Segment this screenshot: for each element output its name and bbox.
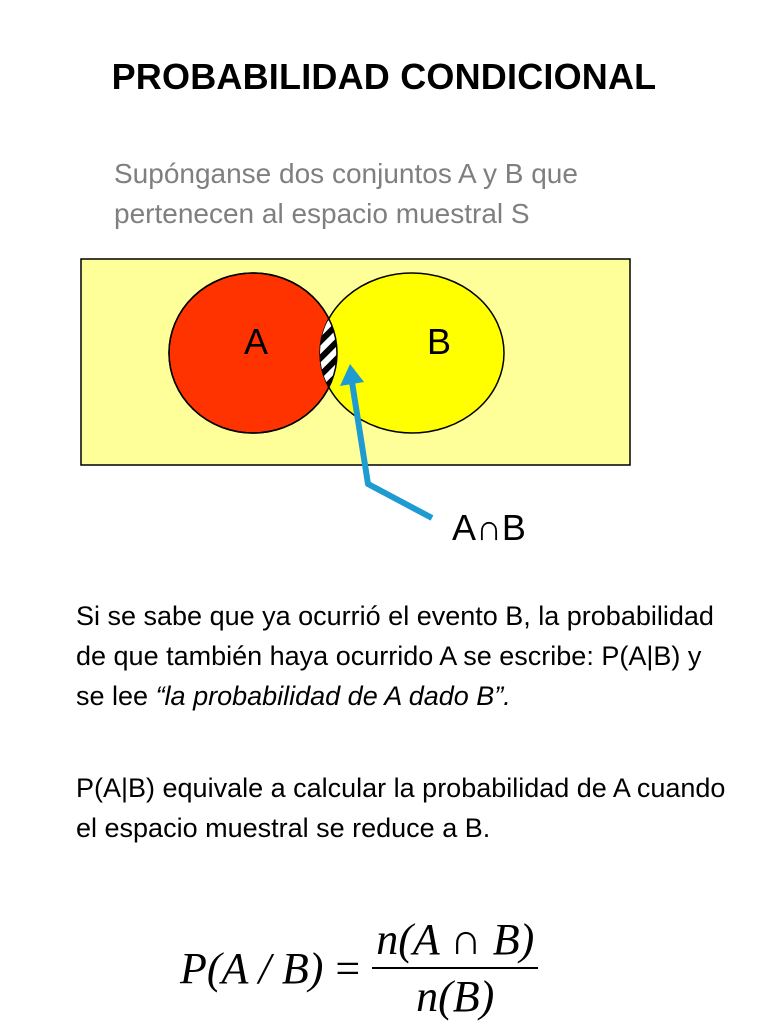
- set-a-label: A: [244, 321, 269, 362]
- venn-diagram: [72, 246, 650, 542]
- intro-line-2: pertenecen al espacio muestral S: [114, 198, 530, 229]
- formula-denominator: n(B): [416, 972, 495, 1021]
- formula-lhs: P(A / B): [180, 943, 324, 993]
- paragraph-conditional-definition: [76, 596, 736, 716]
- paragraph-reduced-space: P(A|B) equivale a calcular la probabilidad de A cuando el espacio muestral se reduce a B.: [76, 773, 726, 843]
- page-title: PROBABILIDAD CONDICIONAL: [111, 56, 657, 97]
- set-b-label: B: [427, 321, 452, 362]
- formula-equals: =: [335, 943, 361, 993]
- formula-numerator: n(A ∩ B): [372, 914, 538, 969]
- formula-fraction: [372, 914, 538, 1022]
- paragraph-1-italic: “la probabilidad de A dado B”.: [155, 681, 511, 711]
- conditional-probability-formula: [180, 912, 538, 1024]
- intro-text: [114, 154, 734, 234]
- set-b-circle: [320, 273, 504, 433]
- intro-line-1: Supónganse dos conjuntos A y B que: [114, 158, 578, 189]
- intersection-label: A∩B: [452, 507, 526, 542]
- paragraph-1-text: Si se sabe que ya ocurrió el evento B, la probabilidad de que también haya ocurrido A se escribe: P(A|B) y se lee: [76, 601, 714, 711]
